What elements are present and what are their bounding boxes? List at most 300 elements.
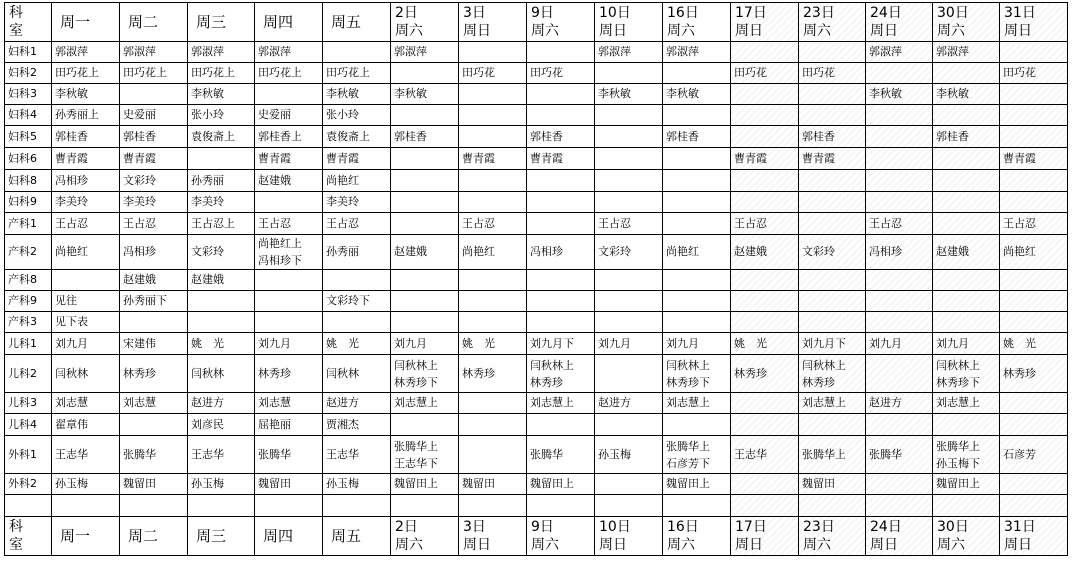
duty-cell: 李美玲 xyxy=(52,192,120,213)
date-header: 10日 周日 xyxy=(595,517,663,556)
duty-cell xyxy=(323,42,391,63)
duty-cell: 冯相珍 xyxy=(52,170,120,192)
duty-cell: 魏留田上 xyxy=(391,474,459,495)
duty-cell xyxy=(459,414,527,436)
duty-cell: 李美玲 xyxy=(120,192,188,213)
date-header: 16日 周六 xyxy=(663,517,731,556)
duty-cell-line: 林秀珍下 xyxy=(666,375,710,389)
duty-cell xyxy=(1000,414,1068,436)
header-row-top xyxy=(5,3,1068,42)
duty-cell: 袁俊斋上 xyxy=(188,126,255,148)
duty-cell xyxy=(1000,42,1068,63)
duty-cell xyxy=(595,170,663,192)
dept-cell: 妇科1 xyxy=(5,42,52,63)
duty-cell xyxy=(459,270,527,291)
duty-cell xyxy=(459,291,527,312)
duty-cell xyxy=(459,312,527,333)
duty-cell xyxy=(391,355,459,393)
duty-cell xyxy=(866,126,933,148)
duty-cell: 见下表 xyxy=(52,312,120,333)
duty-cell xyxy=(527,192,595,213)
duty-cell: 王占忍 xyxy=(459,213,527,235)
schedule-row xyxy=(5,213,1068,235)
duty-cell: 刘九月 xyxy=(933,333,1000,355)
duty-cell: 李秋敏 xyxy=(323,84,391,105)
duty-cell: 李秋敏 xyxy=(866,84,933,105)
duty-cell xyxy=(391,495,459,517)
duty-cell-line: 林秀珍 xyxy=(530,375,563,389)
duty-cell: 赵进方 xyxy=(323,393,391,414)
duty-cell-line: 张腾华上 xyxy=(936,439,980,453)
duty-cell xyxy=(731,192,799,213)
duty-cell xyxy=(663,436,731,474)
duty-cell: 魏留田 xyxy=(120,474,188,495)
duty-cell: 王占忍上 xyxy=(188,213,255,235)
duty-cell xyxy=(595,192,663,213)
dept-cell: 妇科4 xyxy=(5,105,52,126)
duty-cell: 张腾华 xyxy=(866,436,933,474)
duty-cell xyxy=(663,495,731,517)
duty-cell: 曹青霞 xyxy=(459,148,527,170)
duty-cell-line: 闫秋林上 xyxy=(936,358,980,372)
duty-cell: 田巧花上 xyxy=(188,63,255,84)
duty-cell-line: 尚艳红上 xyxy=(258,237,302,250)
schedule-row xyxy=(5,84,1068,105)
duty-cell: 赵进方 xyxy=(595,393,663,414)
duty-cell: 王占忍 xyxy=(595,213,663,235)
header-row-bottom xyxy=(5,517,1068,556)
duty-cell: 郭淑萍 xyxy=(595,42,663,63)
duty-cell xyxy=(1000,474,1068,495)
duty-cell xyxy=(595,474,663,495)
duty-cell: 孙玉梅 xyxy=(595,436,663,474)
duty-cell xyxy=(663,148,731,170)
dept-header: 科 室 xyxy=(5,517,52,556)
duty-cell xyxy=(866,63,933,84)
duty-cell: 孙秀丽下 xyxy=(120,291,188,312)
duty-cell-line: 孙玉梅下 xyxy=(936,456,980,470)
date-header: 30日 周六 xyxy=(933,3,1000,42)
duty-cell xyxy=(120,495,188,517)
duty-cell xyxy=(595,291,663,312)
duty-cell xyxy=(1000,291,1068,312)
weekday-header: 周二 xyxy=(120,517,188,556)
duty-cell: 王占忍 xyxy=(866,213,933,235)
duty-cell xyxy=(188,291,255,312)
duty-cell: 尚艳红 xyxy=(1000,235,1068,270)
duty-cell xyxy=(1000,105,1068,126)
duty-cell xyxy=(866,312,933,333)
duty-cell xyxy=(459,84,527,105)
duty-cell xyxy=(459,192,527,213)
duty-cell xyxy=(663,63,731,84)
duty-cell xyxy=(595,355,663,393)
dept-cell: 产科1 xyxy=(5,213,52,235)
schedule-row xyxy=(5,148,1068,170)
duty-cell xyxy=(188,312,255,333)
duty-cell: 赵建娥 xyxy=(391,235,459,270)
duty-cell: 王占忍 xyxy=(731,213,799,235)
dept-cell: 妇科3 xyxy=(5,84,52,105)
duty-cell: 郭淑萍 xyxy=(391,42,459,63)
duty-cell: 史爱丽 xyxy=(255,105,323,126)
duty-cell: 屈艳丽 xyxy=(255,414,323,436)
duty-cell xyxy=(1000,126,1068,148)
duty-cell xyxy=(255,270,323,291)
duty-cell xyxy=(663,192,731,213)
duty-cell: 曹青霞 xyxy=(1000,148,1068,170)
duty-cell xyxy=(866,270,933,291)
duty-cell xyxy=(663,291,731,312)
duty-cell: 王志华 xyxy=(731,436,799,474)
duty-cell: 李秋敏 xyxy=(933,84,1000,105)
duty-cell: 郭淑萍 xyxy=(120,42,188,63)
duty-cell xyxy=(799,105,866,126)
date-header: 2日 周六 xyxy=(391,517,459,556)
weekday-header: 周五 xyxy=(323,3,391,42)
duty-cell xyxy=(595,495,663,517)
duty-cell: 文彩玲 xyxy=(799,235,866,270)
duty-cell xyxy=(1000,495,1068,517)
schedule-row xyxy=(5,291,1068,312)
duty-cell: 田巧花上 xyxy=(323,63,391,84)
duty-cell: 石彦芳 xyxy=(1000,436,1068,474)
duty-cell: 郭淑萍 xyxy=(52,42,120,63)
duty-cell xyxy=(255,495,323,517)
duty-cell xyxy=(731,291,799,312)
duty-cell: 郭桂香 xyxy=(391,126,459,148)
duty-cell: 闫秋林 xyxy=(52,355,120,393)
duty-cell: 姚 光 xyxy=(188,333,255,355)
dept-cell: 产科9 xyxy=(5,291,52,312)
duty-cell-line: 闫秋林上 xyxy=(530,358,574,372)
date-header: 23日 周六 xyxy=(799,3,866,42)
weekday-header: 周四 xyxy=(255,3,323,42)
duty-cell: 刘九月下 xyxy=(527,333,595,355)
duty-cell: 尚艳红 xyxy=(52,235,120,270)
duty-cell: 郭桂香 xyxy=(799,126,866,148)
duty-cell xyxy=(663,270,731,291)
duty-cell xyxy=(459,105,527,126)
duty-cell: 魏留田 xyxy=(255,474,323,495)
duty-cell: 赵建娥 xyxy=(188,270,255,291)
duty-cell: 郭淑萍 xyxy=(866,42,933,63)
schedule-row xyxy=(5,42,1068,63)
duty-cell: 尚艳红 xyxy=(459,235,527,270)
duty-cell xyxy=(1000,170,1068,192)
duty-cell-line: 张腾华上 xyxy=(666,439,710,453)
duty-cell xyxy=(527,42,595,63)
duty-cell: 田巧花 xyxy=(459,63,527,84)
date-header: 23日 周六 xyxy=(799,517,866,556)
dept-header: 科 室 xyxy=(5,3,52,42)
date-header: 10日 周日 xyxy=(595,3,663,42)
duty-cell xyxy=(1000,270,1068,291)
duty-cell: 郭桂香 xyxy=(120,126,188,148)
duty-cell: 姚 光 xyxy=(731,333,799,355)
duty-cell xyxy=(731,170,799,192)
duty-cell xyxy=(595,126,663,148)
duty-cell xyxy=(731,105,799,126)
duty-cell xyxy=(255,192,323,213)
duty-cell xyxy=(731,474,799,495)
duty-cell: 闫秋林 xyxy=(188,355,255,393)
duty-cell: 田巧花 xyxy=(527,63,595,84)
schedule-row xyxy=(5,126,1068,148)
duty-cell: 张腾华 xyxy=(255,436,323,474)
duty-cell: 刘志慧上 xyxy=(527,393,595,414)
duty-cell xyxy=(527,291,595,312)
duty-cell xyxy=(391,192,459,213)
duty-cell-line: 石彦芳下 xyxy=(666,456,710,470)
duty-cell: 曹青霞 xyxy=(527,148,595,170)
duty-cell: 文彩玲下 xyxy=(323,291,391,312)
duty-cell xyxy=(933,63,1000,84)
duty-cell xyxy=(731,312,799,333)
duty-cell: 刘志慧上 xyxy=(933,393,1000,414)
duty-cell xyxy=(527,213,595,235)
duty-cell-line: 林秀珍下 xyxy=(936,375,980,389)
duty-cell: 田巧花 xyxy=(1000,63,1068,84)
duty-cell xyxy=(391,414,459,436)
duty-cell xyxy=(866,192,933,213)
duty-cell: 曹青霞 xyxy=(731,148,799,170)
duty-cell: 李秋敏 xyxy=(595,84,663,105)
duty-cell: 郭淑萍 xyxy=(188,42,255,63)
duty-cell-line: 王志华下 xyxy=(394,456,438,470)
duty-cell xyxy=(595,414,663,436)
schedule-row xyxy=(5,333,1068,355)
duty-cell xyxy=(323,270,391,291)
date-header: 16日 周六 xyxy=(663,3,731,42)
duty-cell xyxy=(527,105,595,126)
duty-cell: 张腾华 xyxy=(527,436,595,474)
duty-cell xyxy=(799,355,866,393)
dept-cell: 妇科8 xyxy=(5,170,52,192)
duty-cell xyxy=(595,270,663,291)
duty-cell: 郭桂香上 xyxy=(255,126,323,148)
schedule-row xyxy=(5,312,1068,333)
duty-cell: 郭淑萍 xyxy=(255,42,323,63)
duty-cell: 贾湘杰 xyxy=(323,414,391,436)
dept-cell: 妇科9 xyxy=(5,192,52,213)
dept-cell: 儿科3 xyxy=(5,393,52,414)
duty-cell xyxy=(799,312,866,333)
duty-cell xyxy=(459,436,527,474)
duty-cell: 郭桂香 xyxy=(933,126,1000,148)
duty-cell: 李秋敏 xyxy=(188,84,255,105)
duty-cell xyxy=(799,213,866,235)
duty-cell: 李秋敏 xyxy=(391,84,459,105)
duty-cell xyxy=(120,414,188,436)
duty-cell xyxy=(391,213,459,235)
duty-cell: 田巧花 xyxy=(799,63,866,84)
duty-cell xyxy=(663,312,731,333)
duty-cell: 尚艳红 xyxy=(663,235,731,270)
duty-cell xyxy=(663,414,731,436)
duty-cell: 刘九月 xyxy=(595,333,663,355)
duty-cell xyxy=(391,148,459,170)
duty-cell xyxy=(731,270,799,291)
duty-cell xyxy=(323,495,391,517)
duty-cell-line: 林秀珍下 xyxy=(394,375,438,389)
duty-cell-line: 冯相珍下 xyxy=(258,254,302,267)
duty-cell xyxy=(459,393,527,414)
schedule-row xyxy=(5,270,1068,291)
duty-cell-line: 闫秋林上 xyxy=(666,358,710,372)
duty-cell xyxy=(866,414,933,436)
dept-cell: 产科8 xyxy=(5,270,52,291)
weekday-header: 周三 xyxy=(188,3,255,42)
duty-cell: 孙玉梅 xyxy=(188,474,255,495)
duty-cell xyxy=(595,312,663,333)
dept-cell: 儿科4 xyxy=(5,414,52,436)
duty-cell xyxy=(799,84,866,105)
duty-cell: 刘志慧 xyxy=(255,393,323,414)
duty-cell: 刘彦民 xyxy=(188,414,255,436)
schedule-row xyxy=(5,474,1068,495)
duty-cell: 田巧花 xyxy=(731,63,799,84)
duty-cell xyxy=(459,42,527,63)
dept-cell: 妇科2 xyxy=(5,63,52,84)
duty-cell xyxy=(459,126,527,148)
duty-cell: 王占忍 xyxy=(255,213,323,235)
schedule-row xyxy=(5,436,1068,474)
duty-cell: 刘志慧上 xyxy=(663,393,731,414)
duty-cell: 冯相珍 xyxy=(527,235,595,270)
duty-cell xyxy=(933,170,1000,192)
dept-cell: 儿科1 xyxy=(5,333,52,355)
duty-cell: 魏留田 xyxy=(799,474,866,495)
duty-cell xyxy=(188,148,255,170)
duty-cell: 孙秀丽 xyxy=(188,170,255,192)
duty-cell xyxy=(595,63,663,84)
duty-cell xyxy=(799,42,866,63)
weekday-header: 周一 xyxy=(52,517,120,556)
duty-cell xyxy=(527,414,595,436)
duty-cell: 见往 xyxy=(52,291,120,312)
duty-cell: 曹青霞 xyxy=(255,148,323,170)
duty-cell: 王占忍 xyxy=(1000,213,1068,235)
schedule-body xyxy=(5,42,1068,517)
weekday-header: 周三 xyxy=(188,517,255,556)
duty-cell: 郭淑萍 xyxy=(933,42,1000,63)
duty-cell: 尚艳红 xyxy=(323,170,391,192)
duty-cell: 刘志慧上 xyxy=(391,393,459,414)
duty-cell xyxy=(933,148,1000,170)
duty-cell xyxy=(391,436,459,474)
duty-cell: 魏留田上 xyxy=(663,474,731,495)
duty-cell: 姚 光 xyxy=(459,333,527,355)
weekday-header: 周二 xyxy=(120,3,188,42)
dept-cell: 产科3 xyxy=(5,312,52,333)
duty-cell: 刘九月 xyxy=(866,333,933,355)
duty-cell xyxy=(866,474,933,495)
duty-cell: 刘九月 xyxy=(255,333,323,355)
schedule-row xyxy=(5,170,1068,192)
duty-cell-line: 闫秋林上 xyxy=(802,358,846,372)
duty-cell xyxy=(1000,312,1068,333)
duty-cell: 田巧花上 xyxy=(120,63,188,84)
duty-cell: 王占忍 xyxy=(52,213,120,235)
date-header: 9日 周六 xyxy=(527,3,595,42)
duty-cell: 闫秋林 xyxy=(323,355,391,393)
duty-cell-line: 林秀珍 xyxy=(802,375,835,389)
duty-cell xyxy=(799,170,866,192)
duty-cell xyxy=(188,495,255,517)
duty-cell: 刘九月 xyxy=(663,333,731,355)
duty-cell: 赵进方 xyxy=(866,393,933,414)
duty-cell xyxy=(391,105,459,126)
duty-cell xyxy=(866,495,933,517)
dept-cell: 外科2 xyxy=(5,474,52,495)
duty-cell xyxy=(799,192,866,213)
duty-cell xyxy=(595,148,663,170)
duty-cell xyxy=(799,291,866,312)
duty-cell: 曹青霞 xyxy=(120,148,188,170)
duty-cell xyxy=(527,270,595,291)
duty-cell: 郭桂香 xyxy=(663,126,731,148)
duty-cell xyxy=(731,495,799,517)
duty-cell xyxy=(255,235,323,270)
duty-cell xyxy=(323,312,391,333)
duty-cell: 魏留田上 xyxy=(527,474,595,495)
duty-cell xyxy=(391,291,459,312)
duty-cell: 王志华 xyxy=(188,436,255,474)
duty-cell: 李秋敏 xyxy=(52,84,120,105)
duty-schedule-table xyxy=(4,2,1068,556)
duty-cell: 曹青霞 xyxy=(323,148,391,170)
duty-cell: 冯相珍 xyxy=(866,235,933,270)
date-header: 17日 周日 xyxy=(731,517,799,556)
date-header: 30日 周六 xyxy=(933,517,1000,556)
date-header: 31日 周日 xyxy=(1000,517,1068,556)
duty-cell: 林秀珍 xyxy=(1000,355,1068,393)
duty-cell xyxy=(799,414,866,436)
duty-cell: 郭桂香 xyxy=(527,126,595,148)
duty-cell xyxy=(731,126,799,148)
weekday-header: 周四 xyxy=(255,517,323,556)
duty-cell xyxy=(52,270,120,291)
duty-cell: 刘志慧 xyxy=(120,393,188,414)
weekday-header: 周一 xyxy=(52,3,120,42)
schedule-row xyxy=(5,105,1068,126)
duty-cell xyxy=(663,170,731,192)
duty-cell xyxy=(933,436,1000,474)
duty-cell xyxy=(1000,84,1068,105)
duty-cell: 张小玲 xyxy=(188,105,255,126)
duty-cell: 张小玲 xyxy=(323,105,391,126)
duty-cell: 孙玉梅 xyxy=(323,474,391,495)
duty-cell xyxy=(255,84,323,105)
duty-cell: 孙玉梅 xyxy=(52,474,120,495)
duty-cell: 魏留田 xyxy=(459,474,527,495)
schedule-row xyxy=(5,355,1068,393)
duty-cell: 文彩玲 xyxy=(188,235,255,270)
duty-cell xyxy=(933,291,1000,312)
duty-cell xyxy=(663,213,731,235)
duty-cell xyxy=(933,192,1000,213)
duty-cell xyxy=(255,291,323,312)
duty-cell xyxy=(731,84,799,105)
duty-cell xyxy=(731,42,799,63)
duty-cell xyxy=(459,495,527,517)
duty-cell: 赵建娥 xyxy=(731,235,799,270)
duty-cell: 文彩玲 xyxy=(595,235,663,270)
duty-cell xyxy=(527,355,595,393)
duty-cell: 刘九月下 xyxy=(799,333,866,355)
duty-cell xyxy=(391,270,459,291)
